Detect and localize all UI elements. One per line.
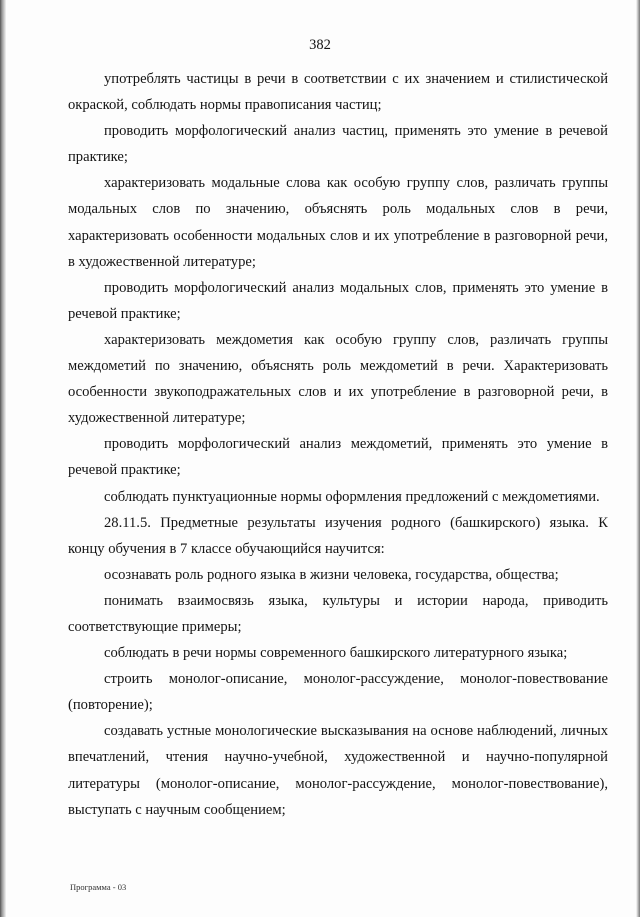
paragraph: осознавать роль родного языка в жизни человека, государства, общества; [104,566,559,583]
paragraph: понимать взаимосвязь языка, культуры и истории народа, приводить соответствующие примеры; [68,592,608,635]
paragraph: проводить морфологический анализ модальных слов, применять это умение в речевой практике; [68,279,608,322]
paragraph: соблюдать пунктуационные нормы оформления предложений с междометиями. [104,488,600,505]
paragraph: характеризовать междометия как особую группу слов, различать группы междометий по значению, объяснять роль междометий в речи. Характеризовать особенности звукоподражательных слов и их употребление в разговорной речи, в художественной литературе; [68,331,608,427]
paragraph: проводить морфологический анализ междометий, применять это умение в речевой практике; [68,436,608,479]
body-text [68,66,608,823]
paragraph: употреблять частицы в речи в соответствии с их значением и стилистической окраской, соблюдать нормы правописания частиц; [68,71,608,114]
paragraph: соблюдать в речи нормы современного башкирского литературного языка; [104,645,568,662]
footer-program-label: Программа - 03 [70,882,127,892]
paragraph: проводить морфологический анализ частиц, применять это умение в речевой практике; [68,123,608,166]
paragraph: строить монолог-описание, монолог-рассуждение, монолог-повествование (повторение); [68,671,608,714]
paragraph: характеризовать модальные слова как особую группу слов, различать группы модальных слов по значению, объяснять роль модальных слов в речи, характеризовать особенности модальных слов и их употребление в разговорной речи, в художественной литературе; [68,175,608,270]
page-number: 382 [309,37,331,53]
paragraph: 28.11.5. Предметные результаты изучения родного (башкирского) языка. К концу обучения в 7 классе обучающийся научится: [68,514,608,557]
paragraph: создавать устные монологические высказывания на основе наблюдений, личных впечатлений, чтения научно-учебной, художественной и научно-популярной литературы (монолог-описание, монолог-рассуждение, монолог-повествование), выступать с научным сообщением; [68,723,608,818]
